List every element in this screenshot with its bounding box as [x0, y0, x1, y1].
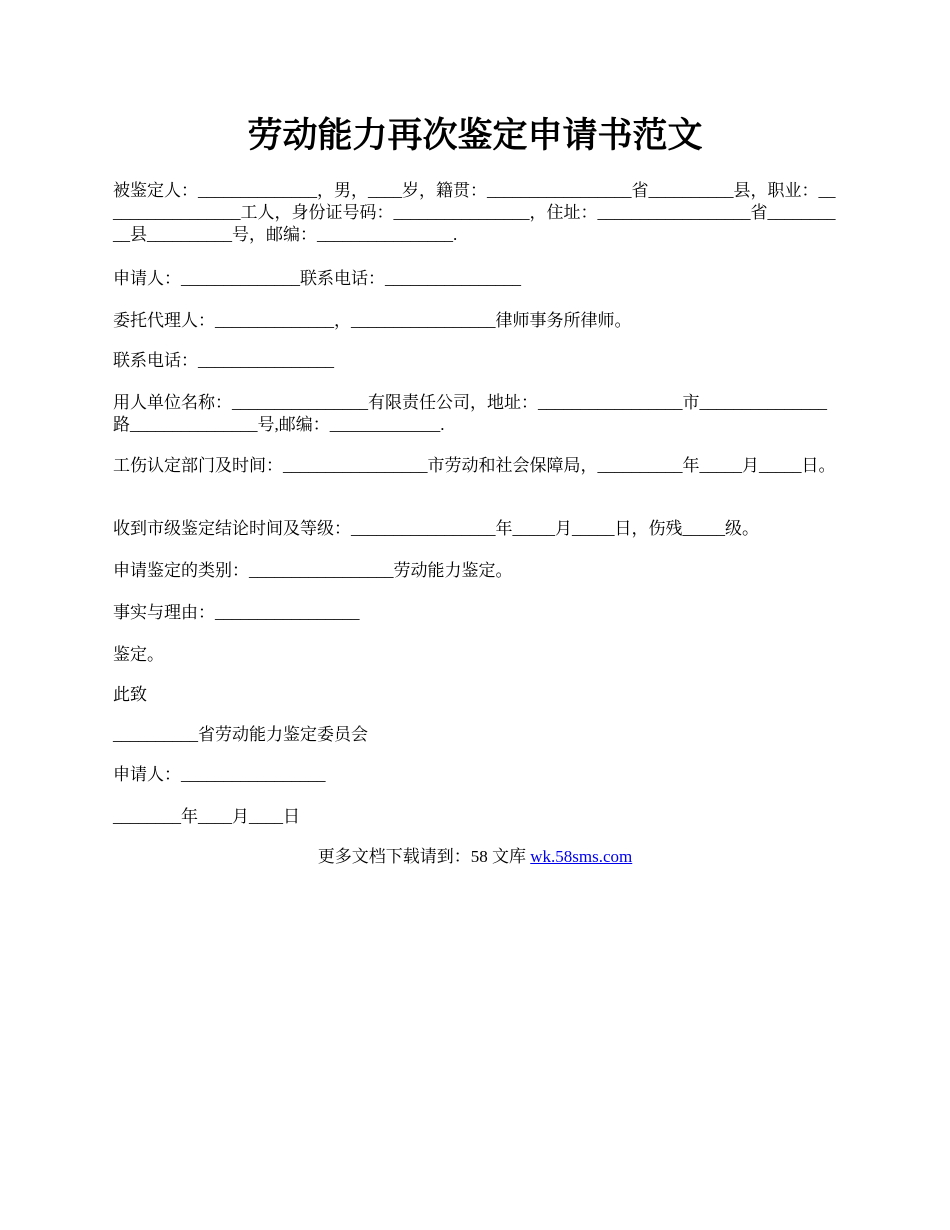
paragraph-applicant: 申请人：______________联系电话：________________	[113, 269, 521, 288]
paragraph-contact-phone: 联系电话：________________	[113, 351, 334, 370]
paragraph-injury-determination: 工伤认定部门及时间：_________________市劳动和社会保障局，__________年_____月_____日。	[113, 456, 836, 475]
footer-prefix: 更多文档下载请到：58 文库	[317, 847, 531, 866]
paragraph-committee: __________省劳动能力鉴定委员会	[113, 725, 368, 744]
paragraph-agent: 委托代理人：______________，_________________律师事务所律师。	[113, 311, 632, 330]
paragraph-appraisee-info: 被鉴定人：______________，男，____岁，籍贯：_________________省__________县，职业：_________________工人，身份证号码：________________，住址：__________________省__________县__________号，邮编：________________.	[113, 181, 836, 244]
paragraph-city-conclusion: 收到市级鉴定结论时间及等级：_________________年_____月_____日，伤残_____级。	[113, 519, 759, 538]
paragraph-facts-reasons: 事实与理由：_________________	[113, 603, 360, 622]
paragraph-salutation: 此致	[113, 685, 147, 704]
footer	[0, 846, 950, 868]
paragraph-applicant-signature: 申请人：_________________	[113, 765, 326, 784]
paragraph-appraisal: 鉴定。	[113, 645, 164, 664]
document-title: 劳动能力再次鉴定申请书范文	[247, 115, 703, 156]
footer-link[interactable]: wk.58sms.com	[530, 847, 633, 866]
paragraph-employer: 用人单位名称：________________有限责任公司，地址：_________________市_______________路_______________号,邮编：_____________.	[113, 393, 827, 434]
paragraph-appraisal-category: 申请鉴定的类别：_________________劳动能力鉴定。	[113, 561, 513, 580]
paragraph-date: ________年____月____日	[113, 807, 300, 826]
